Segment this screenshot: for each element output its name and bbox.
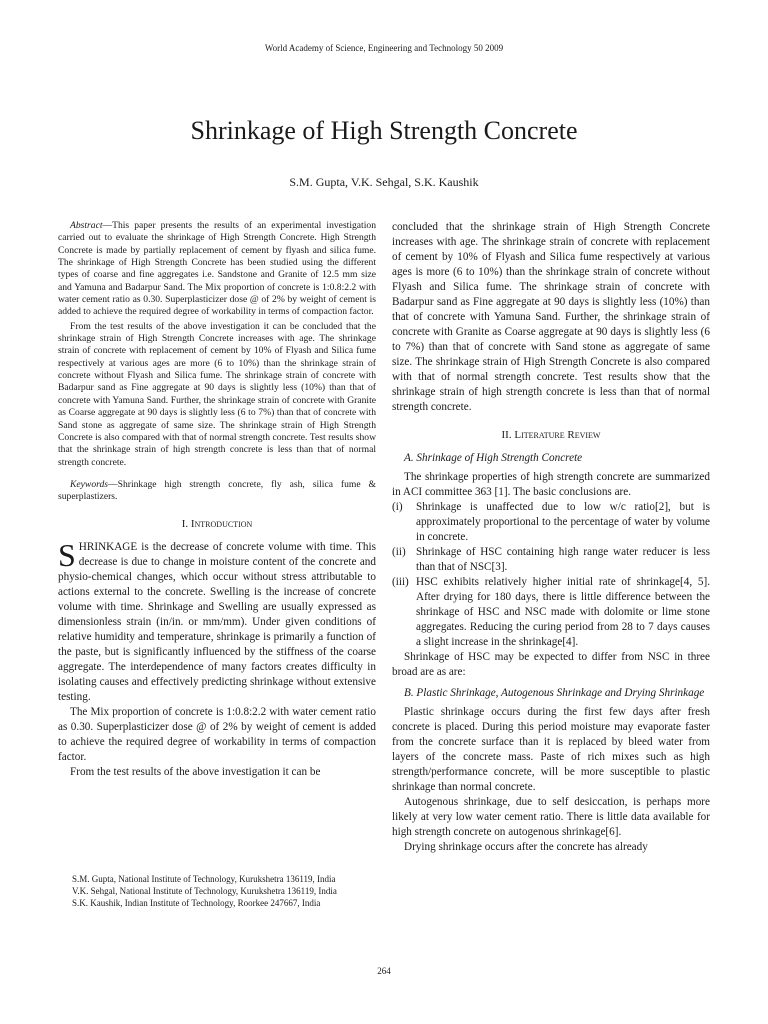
section-title: Literature Review — [514, 429, 601, 441]
abstract-dash: — — [102, 220, 113, 231]
abstract-paragraph — [58, 220, 376, 319]
list-item-text: HSC exhibits relatively higher initial rate of shrinkage[4, 5]. After drying for 180 days, there is little difference between the shrinkage of HSC and NSC made with dolomite or lime stone aggregates. Reducing the curing period from 28 to 7 days causes a slight increase in the shrinkage[4]. — [416, 576, 710, 648]
list-item — [392, 575, 710, 650]
list-item — [392, 545, 710, 575]
list-marker: (iii) — [392, 576, 409, 588]
conclusions-list — [392, 500, 710, 650]
list-item-text: Shrinkage is unaffected due to low w/c ratio[2], but is approximately proportional to the percentage of water by volume in concrete. — [416, 501, 710, 543]
author-affiliations — [72, 873, 392, 909]
section-number: II. — [501, 429, 512, 441]
author-list: S.M. Gupta, V.K. Sehgal, S.K. Kaushik — [289, 175, 479, 189]
list-marker: (ii) — [392, 546, 406, 558]
subsection-heading-a: A. Shrinkage of High Strength Concrete — [404, 452, 583, 464]
keywords-paragraph — [58, 479, 376, 504]
section-heading-introduction — [58, 518, 376, 530]
abstract-text: This paper presents the results of an experimental investigation carried out to evaluate the shrinkage of High Strength Concrete. High Strength Concrete is made by partially replacement of cement by flyash and silica fume. The shrinkage of High Strength Concrete has been studied using the different types of coarse and fine aggregates i.e. Sandstone and Granite of 12.5 mm size and Yamuna and Badarpur Sand. The Mix proportion of concrete is 1:0.8:2.2 with water cement ratio as 0.30. Superplasticizer dose @ of 2% by weight of cement is added to achieve the required degree of workability in terms of compaction factor. — [58, 220, 376, 318]
section-heading-literature-review — [392, 429, 710, 441]
intro-paragraph-2: The Mix proportion of concrete is 1:0.8:2.2 with water cement ratio as 0.30. Superplasticizer dose @ of 2% by weight of cement is added to achieve the required degree of workability in terms of compaction factor. — [58, 705, 376, 763]
list-item-text: Shrinkage of HSC containing high range water reducer is less than that of NSC[3]. — [416, 546, 710, 573]
paper-title: Shrinkage of High Strength Concrete — [190, 116, 578, 145]
abstract-label: Abstract — [70, 220, 103, 231]
list-marker: (i) — [392, 501, 403, 513]
keywords-dash: — — [108, 478, 118, 490]
subsection-a-paragraph: The shrinkage properties of high strength concrete are summarized in ACI committee 363 [1]. The basic conclusions are. — [392, 471, 710, 498]
section-title: Introduction — [190, 517, 253, 530]
subsection-heading-b: B. Plastic Shrinkage, Autogenous Shrinkage and Drying Shrinkage — [404, 687, 705, 699]
affiliation-line: S.K. Kaushik, Indian Institute of Technology, Roorkee 247667, India — [72, 898, 321, 908]
keywords-text: Shrinkage high strength concrete, fly ash, silica fume & superplastizers. — [58, 478, 376, 503]
right-column — [392, 220, 710, 855]
continued-paragraph: concluded that the shrinkage strain of High Strength Concrete increases with age. The shrinkage strain of concrete with replacement of cement by 10% of Flyash and Silica fume respectively at various ages is more (6 to 10%) than the shrinkage strain of concrete without Flyash and Silica fume. The shrinkage strain of concrete with Badarpur sand as Fine aggregate at 90 days is slightly less (10%) than that of concrete with Yamuna Sand. Further, the shrinkage strain of concrete with Granite as Coarse aggregate at 90 days is slightly less (6 to 7%) than that of concrete with Sand stone as aggregate of same size. The shrinkage strain of High Strength Concrete is also compared with that of normal strength concrete. Test results show that the shrinkage strain of high strength concrete is less than that of normal strength concrete. — [392, 221, 710, 413]
section-number: I. — [181, 517, 189, 530]
plastic-shrinkage-paragraph: Plastic shrinkage occurs during the first few days after fresh concrete is placed. During this period moisture may evaporate faster from the concrete surface than it is replaced by bleed water from layers of the concrete mass. Paste of rich mixes such as high strength/performance concrete, will be more susceptible to plastic shrinkage than normal concrete. — [392, 706, 710, 793]
drying-shrinkage-paragraph: Drying shrinkage occurs after the concrete has already — [404, 841, 648, 853]
intro-paragraph-1-text: HRINKAGE is the decrease of concrete volume with time. This decrease is due to change in moisture content of the concrete and physio-chemical changes, which occur without stress attributable to actions external to the concrete. Swelling is the increase of concrete volume with time. Shrinkage and Swelling are usually expressed as dimensionless strain (in/in. or mm/mm). Under given conditions of relative humidity and temperature, shrinkage is primarily a function of the paste, but is significantly influenced by the stiffness of the coarse aggregate. The interdependence of many factors creates difficulty in isolating causes and effectively predicting shrinkage without extensive testing. — [58, 540, 376, 703]
affiliation-line: V.K. Sehgal, National Institute of Technology, Kurukshetra 136119, India — [72, 886, 337, 896]
intro-paragraph-1 — [58, 536, 376, 705]
three-areas-paragraph: Shrinkage of HSC may be expected to differ from NSC in three broad are as are: — [392, 651, 710, 678]
keywords-label: Keywords — [70, 478, 109, 490]
running-header: World Academy of Science, Engineering and Technology 50 2009 — [264, 43, 504, 53]
drop-cap: S — [58, 536, 76, 573]
autogenous-shrinkage-paragraph: Autogenous shrinkage, due to self desiccation, is perhaps more likely at very low water cement ratio. There is little data available for high strength concrete on autogenous shrinkage[6]. — [392, 796, 710, 838]
affiliation-line: S.M. Gupta, National Institute of Technology, Kurukshetra 136119, India — [72, 874, 336, 884]
left-column — [58, 220, 376, 780]
list-item — [392, 500, 710, 545]
page-number: 264 — [377, 966, 391, 976]
intro-paragraph-3: From the test results of the above investigation it can be — [70, 765, 321, 778]
abstract-paragraph-2: From the test results of the above investigation it can be concluded that the shrinkage strain of High Strength Concrete increases with age. The shrinkage strain of concrete with replacement of cement by 10% of Flyash and Silica fume respectively at various ages are more (6 to 10%) than the shrinkage strain of concrete without Flyash and Silica fume. The shrinkage strain of concrete with Badarpur sand as Fine aggregate at 90 days is slightly less (10%) than that of concrete with Yamuna Sand. Further, the shrinkage strain of concrete with Granite as Coarse aggregate at 90 days is slightly less (6 to 7%) than that of concrete with Sand stone as aggregate of same size. The shrinkage strain of High Strength Concrete is also compared with that of normal strength concrete. Test results show that the shrinkage strain of high strength concrete is less than that of normal strength concrete. — [58, 320, 376, 468]
